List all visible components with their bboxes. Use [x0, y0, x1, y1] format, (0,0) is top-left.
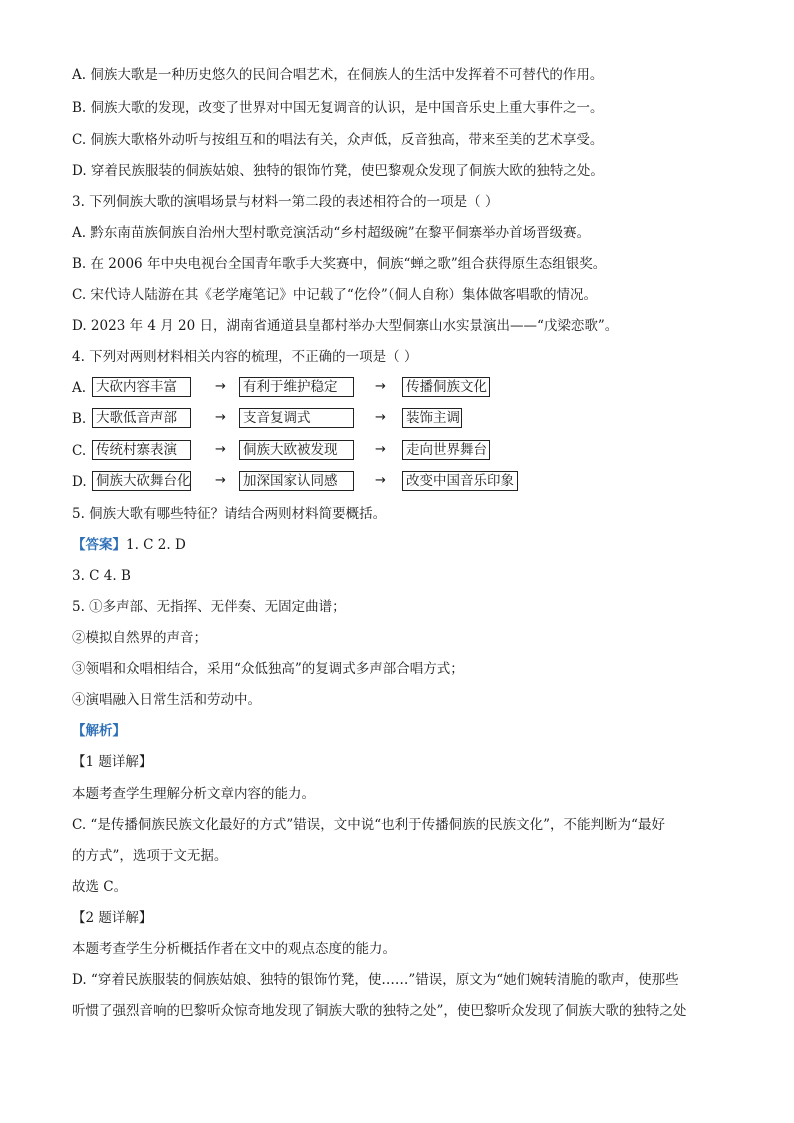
flow-box: 传统村寨表演 [92, 440, 191, 460]
answer-line-2: 3. C 4. B [72, 568, 131, 584]
answer-line-1 [72, 536, 186, 554]
q1-detail-heading: 【1 题详解】 [72, 754, 153, 770]
right-arrow-icon: → [375, 473, 386, 488]
flow-box: 加深国家认同感 [239, 471, 354, 491]
q3-stem: 3. 下列侗族大歌的演唱场景与材料一第二段的表述相符合的一项是（ ） [72, 194, 499, 210]
flow-box: 大砍内容丰富 [92, 377, 191, 397]
q2-option-a: A. 侗族大歌是一种历史悠久的民间合唱艺术，在侗族人的生活中发挥着不可替代的作用。 [72, 67, 604, 83]
option-label: C. [72, 443, 87, 459]
q1-detail-line: C. “是传播侗族民族文化最好的方式”错误，文中说“也利于传播侗族的民族文化”，不能判断为“最好 [72, 817, 665, 833]
q1-detail-line: 本题考查学生理解分析文章内容的能力。 [72, 786, 315, 802]
flow-box: 改变中国音乐印象 [402, 471, 518, 491]
q3-option-d: D. 2023 年 4 月 20 日，湖南省通道县皇都村举办大型侗寨山水实景演出——“戊梁恋歌”。 [72, 318, 619, 334]
flow-box: 侗族大砍舞台化 [92, 471, 191, 491]
analysis-tag: 【解析】 [72, 723, 126, 739]
flow-box: 支音复调式 [239, 408, 354, 428]
q2-detail-line: 听惯了强烈音响的巴黎听众惊奇地发现了铜族大歌的独特之处”，使巴黎听众发现了侗族大歌的独特之处 [72, 1003, 687, 1019]
option-label: A. [72, 380, 87, 396]
right-arrow-icon: → [215, 379, 226, 394]
right-arrow-icon: → [215, 473, 226, 488]
right-arrow-icon: → [215, 442, 226, 457]
flow-box: 传播侗族文化 [402, 377, 490, 397]
q2-detail-line: 本题考查学生分析概括作者在文中的观点态度的能力。 [72, 941, 396, 957]
option-label: B. [72, 411, 87, 427]
option-label: D. [72, 474, 87, 490]
answer-q1-q2: 1. C 2. D [126, 537, 186, 553]
q4-stem: 4. 下列对两则材料相关内容的梳理，不正确的一项是（ ） [72, 349, 418, 365]
q2-option-c: C. 侗族大歌格外动听与按组互和的唱法有关，众声低，反音独高，带来至美的艺术享受。 [72, 132, 604, 148]
answer-q5-line: ④演唱融入日常生活和劳动中。 [72, 692, 261, 708]
right-arrow-icon: → [375, 410, 386, 425]
q1-detail-line: 的方式”，选项于文无据。 [72, 848, 228, 864]
answer-tag: 【答案】 [72, 537, 126, 553]
flow-box: 装饰主调 [402, 408, 462, 428]
answer-q5-line: ②模拟自然界的声音； [72, 630, 207, 646]
q2-option-d: D. 穿着民族服装的侗族姑娘、独特的银饰竹凳，使巴黎观众发现了侗族大欧的独特之处。 [72, 163, 604, 179]
flow-box: 有利于维护稳定 [239, 377, 354, 397]
q3-option-a: A. 黔东南苗族侗族自治州大型村歌竞演活动“乡村超级碗”在黎平侗寨举办首场晋级赛。 [72, 225, 591, 241]
flow-box: 侗族大欧被发现 [239, 440, 354, 460]
flow-box: 走向世界舞台 [402, 440, 490, 460]
q3-option-b: B. 在 2006 年中央电视台全国青年歌手大奖赛中，侗族“蝉之歌”组合获得原生态组银奖。 [72, 256, 607, 272]
q3-option-c: C. 宋代诗人陆游在其《老学庵笔记》中记载了“仡伶”（侗人自称）集体做客唱歌的情况。 [72, 287, 597, 303]
right-arrow-icon: → [375, 442, 386, 457]
answer-q5-line: ③领唱和众唱相结合，采用“众低独高”的复调式多声部合唱方式； [72, 661, 464, 677]
q2-detail-line: D. “穿着民族服装的侗族姑娘、独特的银饰竹凳，使……”错误，原文为“她们婉转清脆的歌声，使那些 [72, 972, 679, 988]
right-arrow-icon: → [215, 410, 226, 425]
q2-detail-heading: 【2 题详解】 [72, 910, 153, 926]
q2-option-b: B. 侗族大歌的发现，改变了世界对中国无复调音的认识，是中国音乐史上重大事件之一。 [72, 100, 604, 116]
right-arrow-icon: → [375, 379, 386, 394]
q5-stem: 5. 侗族大歌有哪些特征？请结合两则材料简要概括。 [72, 506, 387, 522]
flow-box: 大歌低音声部 [92, 408, 191, 428]
answer-q5-line: 5. ①多声部、无指挥、无伴奏、无固定曲谱； [72, 599, 346, 615]
q1-detail-line: 故选 C。 [72, 879, 128, 895]
